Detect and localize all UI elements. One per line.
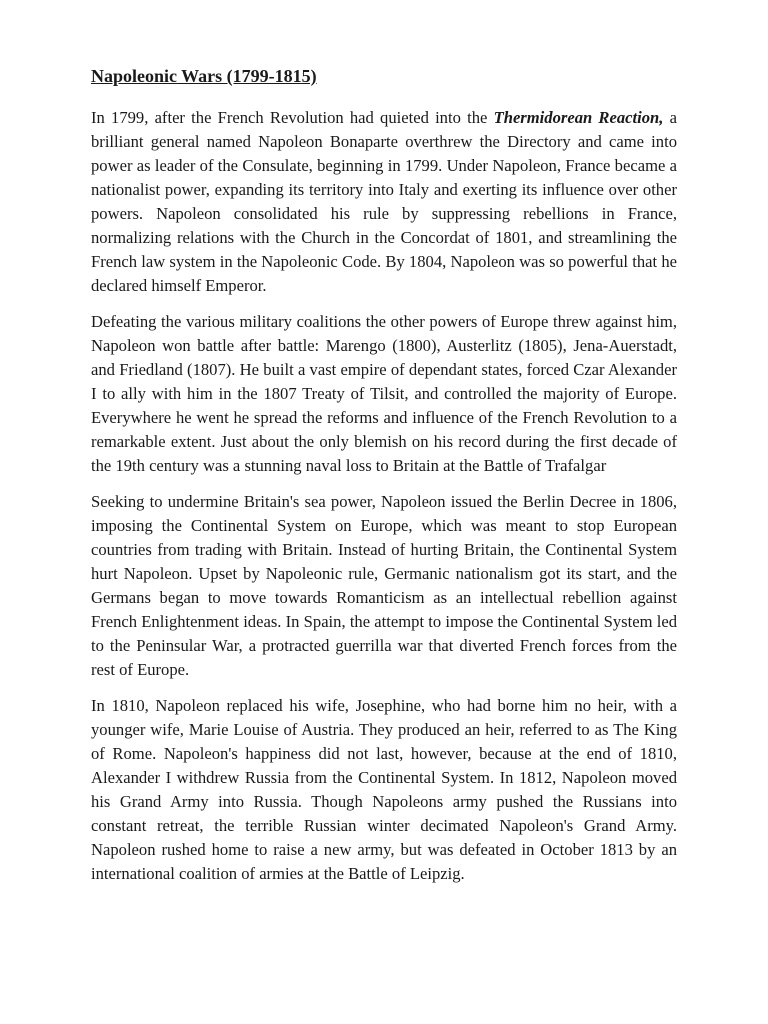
paragraph-1 bbox=[91, 106, 677, 298]
paragraph-1-emphasis: Thermidorean Reaction, bbox=[493, 108, 664, 127]
paragraph-3: Seeking to undermine Britain's sea power, Napoleon issued the Berlin Decree in 1806, imposing the Continental System on Europe, which was meant to stop European countries from trading with Britain. Instead of hurting Britain, the Continental System hurt Napoleon. Upset by Napoleonic rule, Germanic nationalism got its start, and the Germans began to move towards Romanticism as an intellectual rebellion against French Enlightenment ideas. In Spain, the attempt to impose the Continental System led to the Peninsular War, a protracted guerrilla war that diverted French forces from the rest of Europe. bbox=[91, 492, 677, 679]
document-title: Napoleonic Wars (1799-1815) bbox=[91, 66, 317, 86]
document-page bbox=[91, 62, 677, 898]
paragraph-2: Defeating the various military coalitions the other powers of Europe threw against him, Napoleon won battle after battle: Marengo (1800), Austerlitz (1805), Jena-Auerstadt, and Friedland (1807). He built a vast empire of dependant states, forced Czar Alexander I to ally with him in the 1807 Treaty of Tilsit, and controlled the majority of Europe. Everywhere he went he spread the reforms and influence of the French Revolution to a remarkable extent. Just about the only blemish on his record during the first decade of the 19th century was a stunning naval loss to Britain at the Battle of Trafalgar bbox=[91, 312, 677, 475]
paragraph-1-body: a brilliant general named Napoleon Bonaparte overthrew the Directory and came into power as leader of the Consulate, beginning in 1799. Under Napoleon, France became a nationalist power, expanding its territory into Italy and exerting its influence over other powers. Napoleon consolidated his rule by suppressing rebellions in France, normalizing relations with the Church in the Concordat of 1801, and streamlining the French law system in the Napoleonic Code. By 1804, Napoleon was so powerful that he declared himself Emperor. bbox=[91, 108, 677, 295]
paragraph-4: In 1810, Napoleon replaced his wife, Josephine, who had borne him no heir, with a younger wife, Marie Louise of Austria. They produced an heir, referred to as The King of Rome. Napoleon's happiness did not last, however, because at the end of 1810, Alexander I withdrew Russia from the Continental System. In 1812, Napoleon moved his Grand Army into Russia. Though Napoleons army pushed the Russians into constant retreat, the terrible Russian winter decimated Napoleon's Grand Army. Napoleon rushed home to raise a new army, but was defeated in October 1813 by an international coalition of armies at the Battle of Leipzig. bbox=[91, 696, 677, 883]
paragraph-1-lead: In 1799, after the French Revolution had quieted into the bbox=[91, 108, 494, 127]
